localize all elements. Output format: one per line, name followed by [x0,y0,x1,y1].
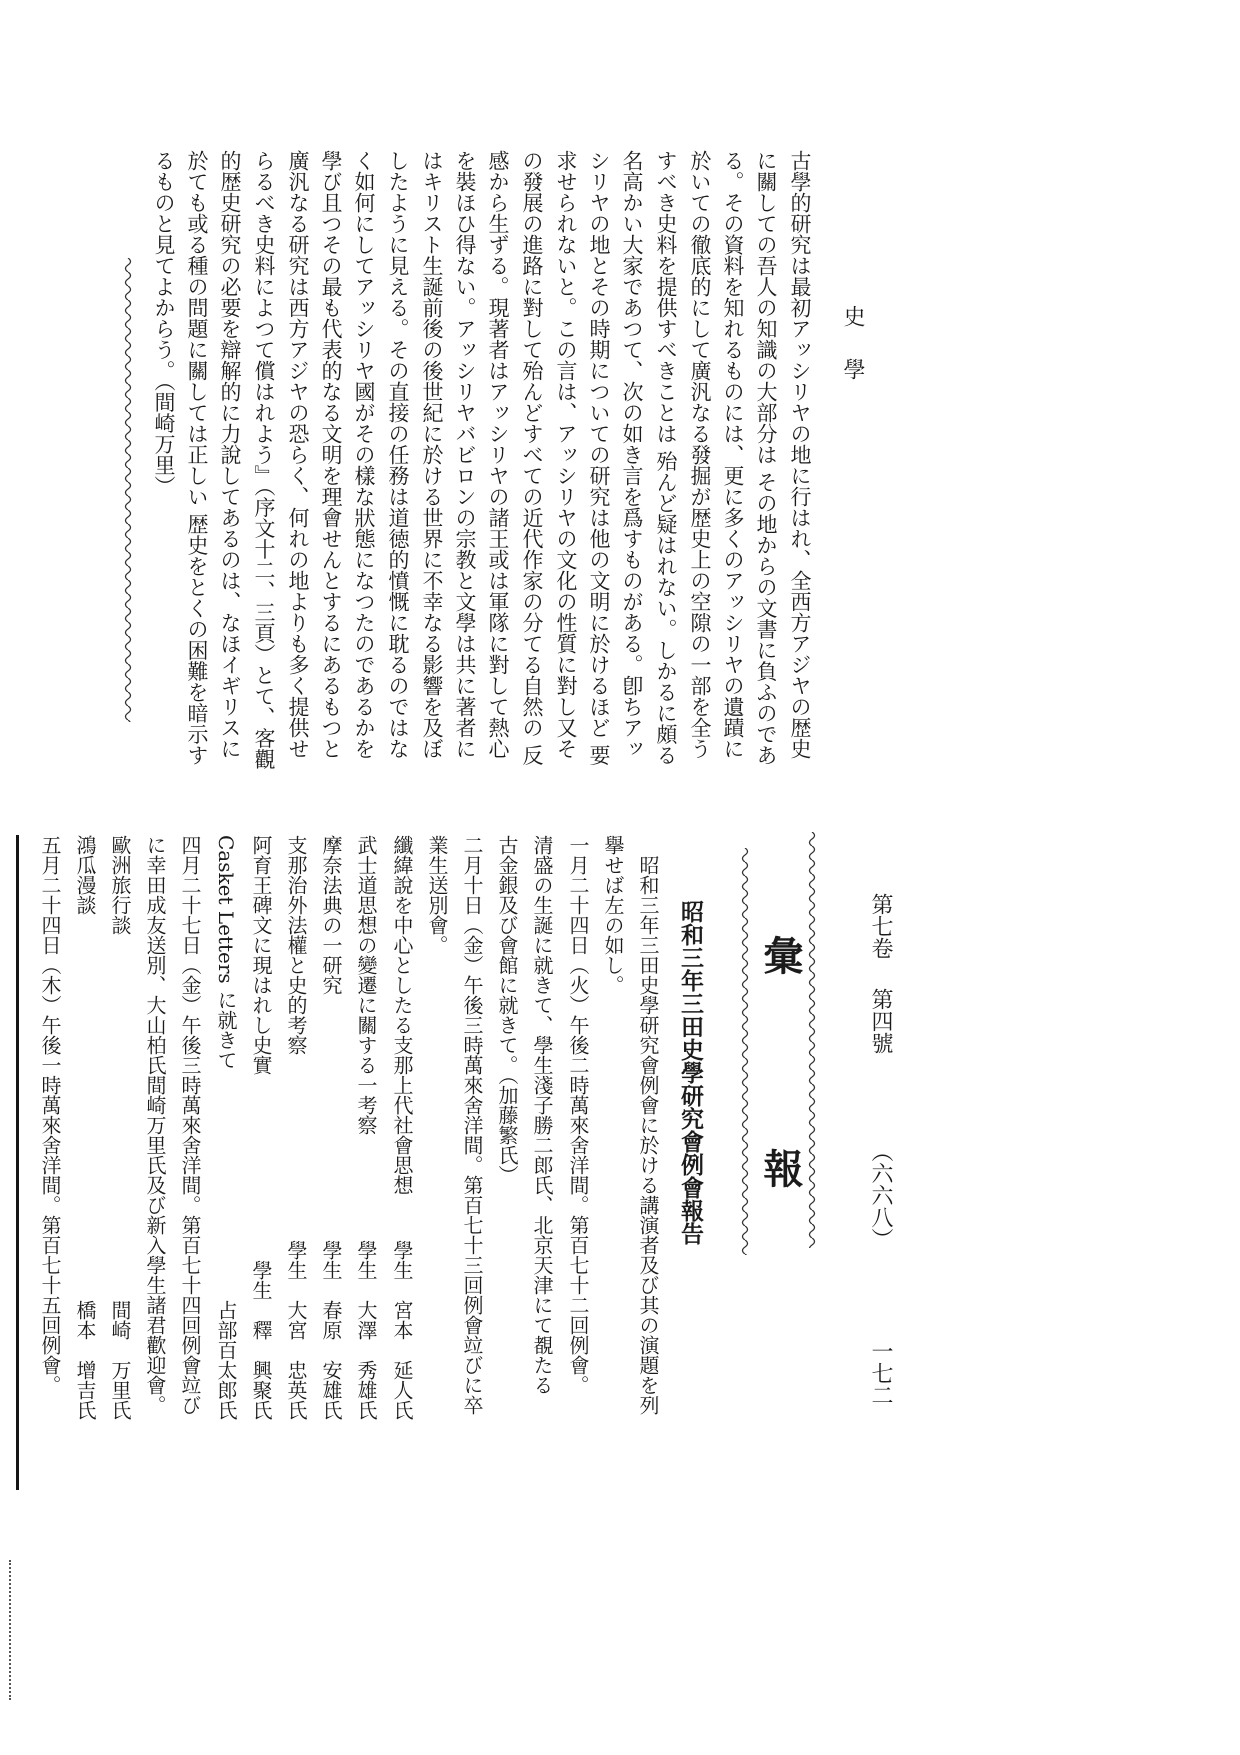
report-column [388,835,416,1420]
article-line: 廣汎なる研究は西方アジヤの恐らく、何れの地よりも多く提供せ [286,150,310,759]
talk-title: 鴻瓜漫談 [73,835,97,915]
section-wavy-rule-right [806,832,818,1248]
talk-speaker: 間崎 万里氏 [108,1300,132,1420]
gutter-shadow-line [16,835,19,1490]
article-line: く如何にしてアッシリヤ國がその樣な狀態になつたのであるかを [352,150,376,759]
article-line: に關しての吾人の知識の大部分は その地からの文書に負ふのであ [754,150,778,766]
article-line: 名高かい大家であつて、次の如き言を爲すものがある。卽ちアッ [620,150,644,759]
report-intro-line: 昭和三年三田史學研究會例會に於ける講演者及び其の演題を列 [636,855,660,1415]
talk-speaker: 學生 大宮 忠英氏 [284,1240,308,1420]
report-intro-line: 擧せば左の如し。 [601,835,625,995]
meeting-heading: 一月二十四日（火）午後二時萬來舍洋間。第百七十二回例會。 [566,835,590,1395]
meeting-heading: 四月二十七日（金）午後三時萬來舍洋間。第百七十四回例會竝び [178,835,202,1415]
section-heading-char: 彙 [757,935,804,975]
article-line: 古學的研究は最初アッシリヤの地に行はれ、全西方アジヤの歴史 [788,150,812,759]
report-column [141,835,169,1420]
talk-title: 阿育王碑文に現はれし史實 [249,835,273,1075]
talk-speaker: 學生 春原 安雄氏 [319,1240,343,1420]
article-line: したように見える。その直接の任務は道徳的憤慨に耽るのではな [386,150,410,759]
talk-title: 支那治外法權と史的考察 [284,835,308,1055]
report-column [176,835,204,1420]
page-edge-dots [9,1560,11,1700]
running-header-char: 學 [840,358,865,380]
folio-issue: 第四號 [868,988,893,1054]
talk-title: 武士道思想の變遷に關する一考察 [354,835,378,1135]
report-column [564,835,592,1420]
meeting-talks: 古金銀及び會館に就きて。（加藤繁氏） [495,835,519,1185]
talk-title: 摩奈法典の一研究 [319,835,343,995]
article-line: を裝ほひ得ない。アッシリヤバビロンの宗教と文學は共に著者に [453,150,477,759]
talk-speaker: 學生 釋 興聚氏 [249,1260,273,1420]
talk-title: 歐洲旅行談 [108,835,132,935]
article-line: る。その資料を知れるものには、更に多くのアッシリヤの遺蹟に [721,150,745,759]
folio-page-number: 一七二 [868,1340,893,1406]
article-line: 求せられないと。この言は、アッシリヤの文化の性質に對し又そ [554,150,578,759]
article-line: らるべき史料によつて償はれよう』（序文十二、三頁）とて、客觀 [252,150,276,770]
talk-speaker: 學生 宮本 延人氏 [390,1240,414,1420]
article-line: 的歴史研究の必要を辯解的に力說してあるのは、なほイギリスに [218,150,242,759]
meeting-heading: 二月十日（金）午後三時萬來舍洋間。第百七十三回例會竝びに卒 [460,835,484,1415]
talk-title: 纖緯說を中心としたる支那上代社會思想 [390,835,414,1195]
report-column [599,835,627,1420]
report-column [282,835,310,1420]
report-column [458,835,486,1420]
report-column [106,835,134,1420]
talk-title: Casket Letters に就きて [214,835,238,1071]
report-column [634,835,662,1420]
report-column [528,835,556,1420]
report-column [247,835,275,1420]
talk-speaker: 占部百太郎氏 [214,1300,238,1420]
article-line: 感から生ずる。現著者はアッシリヤの諸王或は軍隊に對して熱心 [486,150,510,759]
talk-speaker: 學生 大澤 秀雄氏 [354,1240,378,1420]
report-column [423,835,451,1420]
report-column [493,835,521,1420]
article-end-wavy-rule [122,258,134,722]
article-line: 於ても或る種の問題に關しては正しい 歴史をとくの困難を暗示す [185,150,209,766]
article-line: の發展の進路に對して殆んどすべての近代作家の分てる自然の 反 [520,150,544,766]
meeting-talks: 清盛の生誕に就きて、學生淺子勝二郎氏、北京天津にて覩たる [530,835,554,1395]
section-wavy-rule-left [739,848,751,1255]
article-line: シリヤの地とその時期についての研究は他の文明に於けるほど 要 [587,150,611,766]
article-line: すべき史料を提供すべきことは 殆んど疑はれない。しかるに頗る [654,150,678,766]
article-line: 學び且つその最も代表的なる文明を理會せんとするにあるもつと [319,150,343,759]
folio-serial-page: （六六八） [868,1140,893,1250]
running-header-char: 史 [840,305,865,327]
article-line: はキリスト生誕前後の後世紀に於ける世界に不幸なる影響を及ぼ [420,150,444,759]
report-column [36,835,64,1420]
report-column [212,835,240,1420]
meeting-heading: 業生送別會。 [425,835,449,955]
report-column [317,835,345,1420]
report-column [71,835,99,1420]
talk-speaker: 橋本 增吉氏 [73,1300,97,1420]
section-heading-char: 報 [757,1148,804,1188]
article-line-signature: るものと見てよからう。（間崎万里） [152,150,176,497]
folio-volume: 第七卷 [868,893,893,959]
meeting-heading: に幸田成友送別、大山柏氏間崎万里氏及び新入學生諸君歡迎會。 [143,835,167,1415]
article-line: 於いての徹底的にして廣汎なる發掘が歴史上の空隙の一部を全う [688,150,712,759]
report-column [352,835,380,1420]
meeting-heading: 五月二十四日（木）午後一時萬來舍洋間。第百七十五回例會。 [38,835,62,1395]
report-title: 昭和三年三田史學研究會例會報告 [677,900,704,1245]
